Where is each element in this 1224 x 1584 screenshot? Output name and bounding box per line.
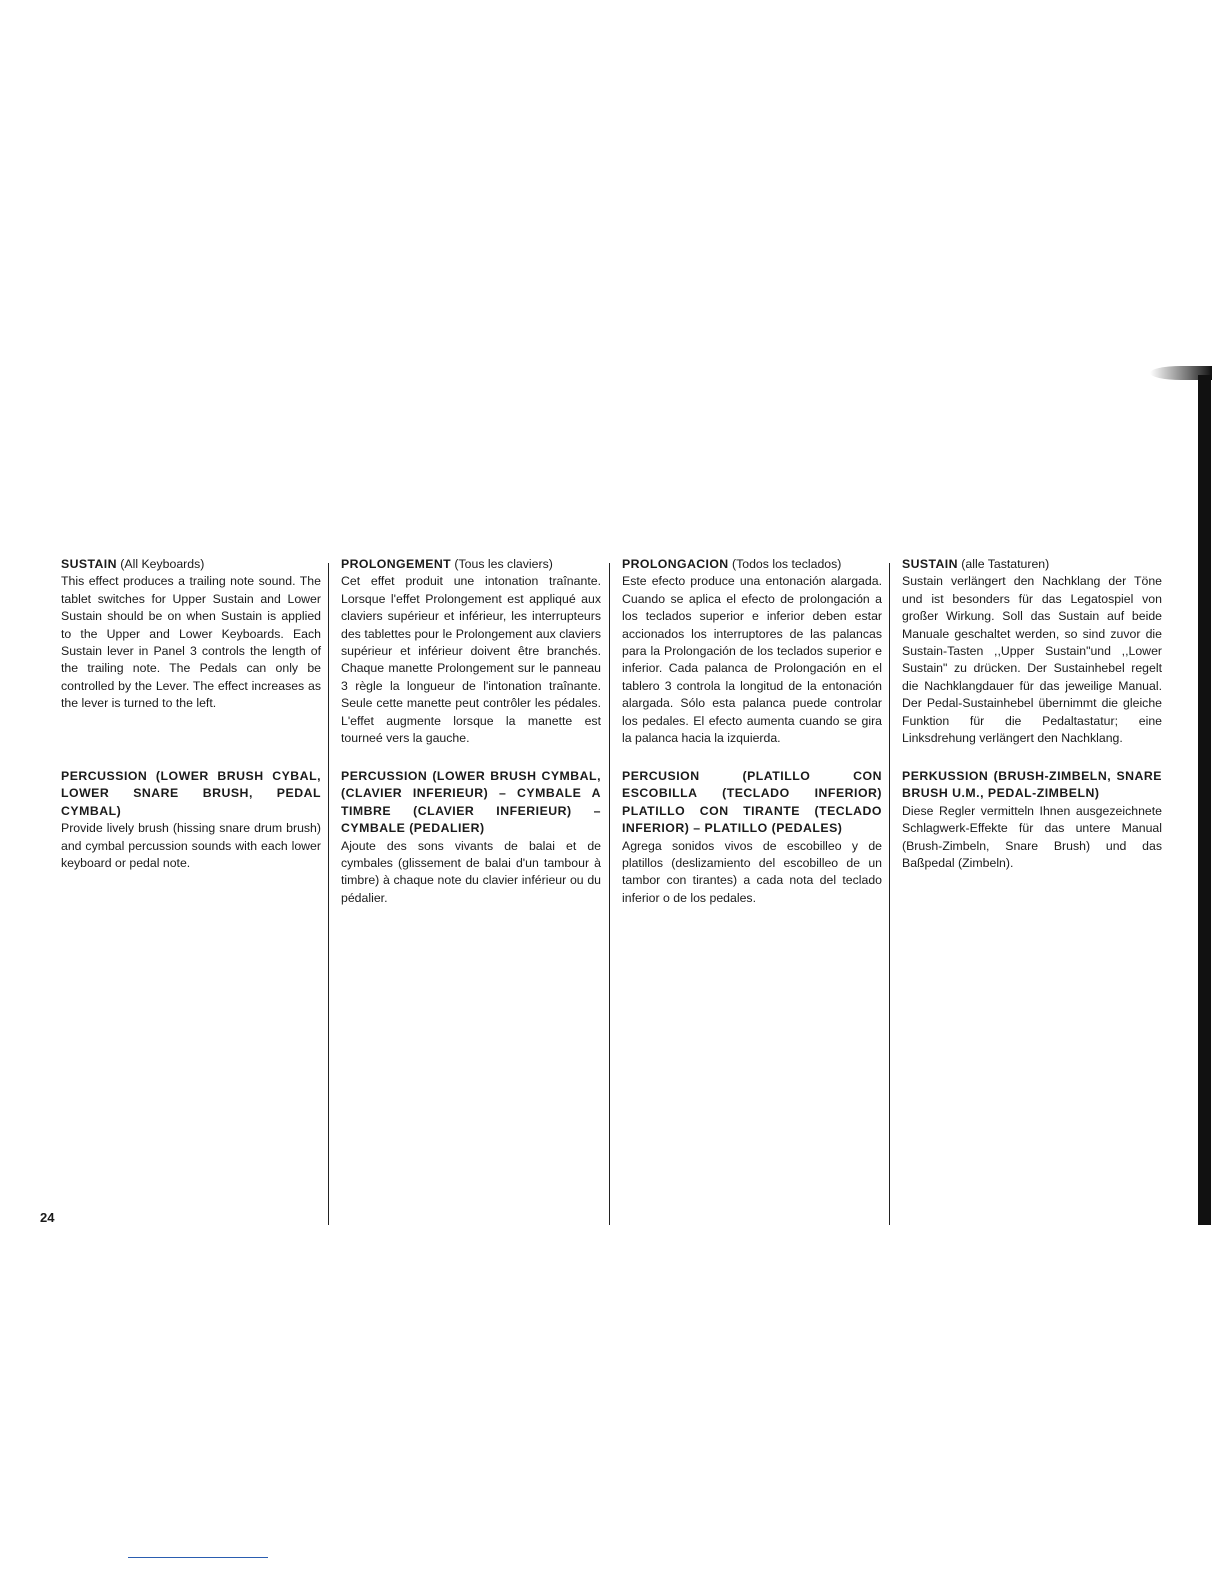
section-percussion — [341, 768, 601, 907]
column-english — [61, 556, 321, 872]
section-percusion — [622, 768, 882, 907]
column-divider — [328, 563, 329, 1225]
binding-edge — [1198, 375, 1211, 1225]
section-perkussion — [902, 768, 1162, 872]
section-heading: PERCUSION (PLATILLO CON ESCOBILLA (TECLADO INFERIOR) PLATILLO CON TIRANTE (TECLADO INFERIOR) – PLATILLO (PEDALES) — [622, 769, 882, 836]
section-percussion — [61, 768, 321, 872]
column-spanish — [622, 556, 882, 907]
column-german — [902, 556, 1162, 872]
heading-subtitle: (alle Tastaturen) — [957, 557, 1050, 571]
section-sustain — [61, 556, 321, 768]
heading-subtitle: (Todos los teclados) — [728, 557, 842, 571]
column-french — [341, 556, 601, 907]
section-body: Ajoute des sons vivants de balai et de cymbales (glissement de balai d'un tambour à timbre) à chaque note du clavier inférieur ou du pédalier. — [341, 838, 601, 905]
section-heading: PERKUSSION (BRUSH-ZIMBELN, SNARE BRUSH U.M., PEDAL-ZIMBELN) — [902, 769, 1162, 801]
section-body: This effect produces a trailing note sound. The tablet switches for Upper Sustain and Lower Sustain should be on when Sustain is applied to the Upper and Lower Keyboards. Each Sustain lever in Panel 3 controls the length of the trailing note. The Pedals can only be controlled by the Lever. The effect increases as the lever is turned to the left. — [61, 574, 321, 711]
heading-subtitle: (Tous les claviers) — [451, 557, 553, 571]
heading-title: SUSTAIN — [61, 557, 117, 571]
section-prolongacion — [622, 556, 882, 768]
heading-subtitle: (All Keyboards) — [116, 557, 205, 571]
section-body: Cet effet produit une intonation traînante. Lorsque l'effet Prolongement est appliqué aux claviers supérieur et inférieur, les interrupteurs des tablettes pour le Prolongement aux claviers supérieur et inférieur doivent être branchés. Chaque manette Prolongement sur le panneau 3 règle la longueur de l'intonation traînante. Seule cette manette peut contrôler les pédales. L'effet augmente lorsque la manette est tourneé vers la gauche. — [341, 574, 601, 746]
section-sustain-de — [902, 556, 1162, 768]
column-divider — [609, 563, 610, 1225]
section-body: Este efecto produce una entonación alargada. Cuando se aplica el efecto de prolongación a los teclados superior e inferior deben estar accionados los interruptores de las palancas para la Prolongación de los teclados superior e inferior. Cada palanca de Prolongación en el tablero 3 controla la longitud de la entonación alargada. Sólo esta palanca puede controlar los pedales. El efecto aumenta cuando se gira la palanca hacia la izquierda. — [622, 574, 882, 746]
section-heading — [622, 556, 882, 573]
section-heading: PERCUSSION (LOWER BRUSH CYBAL, LOWER SNARE BRUSH, PEDAL CYMBAL) — [61, 769, 321, 818]
section-body: Diese Regler vermitteln Ihnen ausgezeichnete Schlagwerk-Effekte für das untere Manual (Brush-Zimbeln, Snare Brush) und das Baßpedal (Zimbeln). — [902, 803, 1162, 871]
heading-title: PROLONGEMENT — [341, 557, 452, 571]
heading-title: SUSTAIN — [902, 557, 958, 571]
scan-line — [128, 1557, 268, 1558]
section-body: Provide lively brush (hissing snare drum brush) and cymbal percussion sounds with each lower keyboard or pedal note. — [61, 821, 321, 871]
section-prolongement — [341, 556, 601, 768]
heading-title: PROLONGACION — [622, 557, 729, 571]
section-body: Sustain verlängert den Nachklang der Töne und ist besonders für das Legatospiel von großer Wirkung. Soll das Sustain auf beide Manuale geschaltet werden, so sind zuvor die Sustain-Tasten ,,Upper Sustain"und ,,Lower Sustain" zu drücken. Der Sustainhebel regelt die Nachklangdauer für das jeweilige Manual. Der Pedal-Sustainhebel übernimmt die gleiche Funktion für die Pedaltastatur; eine Linksdrehung verlängert den Nachklang. — [902, 574, 1162, 746]
section-body: Agrega sonidos vivos de escobilleo y de platillos (deslizamiento del escobilleo de un tambor con tirantes) a cada nota del teclado inferior o de los pedales. — [622, 838, 882, 905]
section-heading — [341, 556, 601, 573]
page-number: 24 — [40, 1210, 55, 1225]
section-heading — [902, 556, 1162, 573]
section-heading: PERCUSSION (LOWER BRUSH CYMBAL, (CLAVIER INFERIEUR) – CYMBALE A TIMBRE (CLAVIER INFERIEUR) – CYMBALE (PEDALIER) — [341, 769, 601, 836]
column-divider — [889, 563, 890, 1225]
section-heading — [61, 556, 321, 573]
